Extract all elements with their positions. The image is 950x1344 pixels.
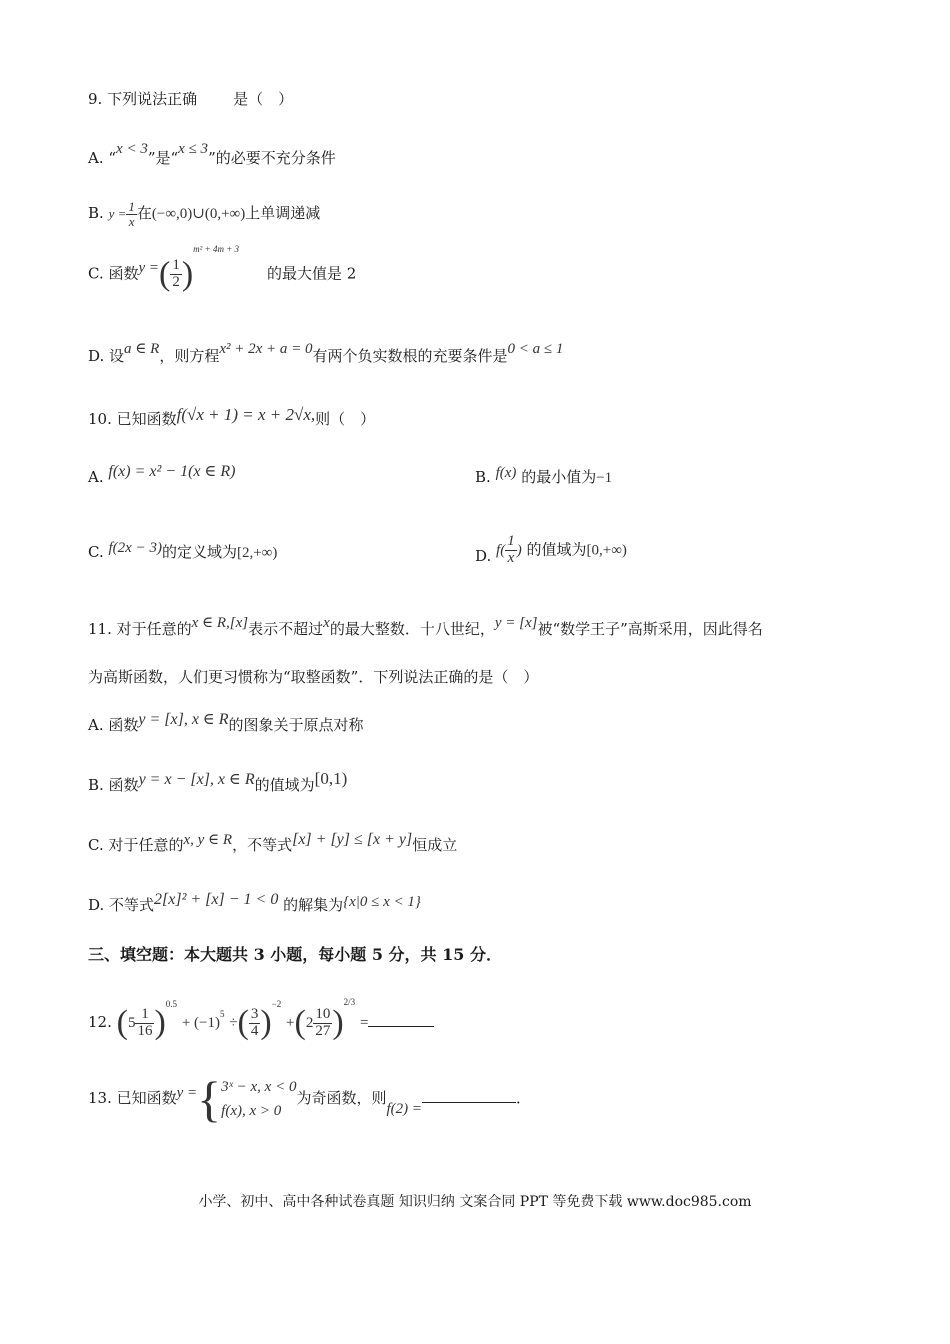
q12-five: 5 — [127, 1015, 136, 1031]
q13-y: y = — [176, 1085, 198, 1101]
q11-b-prefix: B. 函数 — [88, 776, 139, 794]
q9-a-math1: x < 3 — [116, 141, 148, 157]
q12-frac1: $\frac{1}{16}$ — [137, 1005, 153, 1039]
q12-label: 12. — [88, 1013, 112, 1031]
q13-mid: 为奇函数，则 — [296, 1089, 387, 1107]
q11-c-mid: ，不等式 — [232, 836, 293, 854]
q12-exp3: −2 — [271, 999, 282, 1009]
q13-ask: f(2) = — [386, 1101, 422, 1117]
q12-two: 2 — [305, 1015, 314, 1031]
q11-stem-math1: x ∈ R,[x] — [191, 615, 249, 631]
q12-frac3: $\frac{10}{27}$ — [315, 1005, 331, 1039]
q12-equals: = — [359, 1015, 369, 1031]
q11-c-math1: x, y ∈ R — [183, 832, 233, 848]
q12-rparen1: ) — [154, 1004, 166, 1041]
q11-stem-line1 — [88, 615, 763, 641]
q11-a-equation: y = [x], x ∈ R — [138, 711, 229, 728]
q13-cases — [221, 1075, 296, 1123]
q10-c-value: [2,+∞) — [236, 545, 278, 561]
q9-d-prefix: D. 设 — [88, 347, 125, 365]
q11-stem-p2: 表示不超过 — [248, 620, 324, 638]
q12-rparen2: ) — [260, 1004, 272, 1041]
q10-d-f: f( — [496, 542, 506, 559]
q11-b-value: [0,1) — [314, 769, 348, 788]
q12-exp1: 0.5 — [165, 999, 178, 1009]
q10-stem-text: 10. 已知函数 — [88, 410, 177, 428]
q10-option-b — [475, 466, 612, 489]
q10-d-prefix: D. — [475, 547, 492, 566]
q9-a-suffix: ”的必要不充分条件 — [208, 149, 336, 167]
q9-d-math1: a ∈ R — [124, 341, 160, 357]
q10-b-equation: f(x) — [495, 465, 517, 481]
q13-label: 13. 已知函数 — [88, 1089, 177, 1107]
q11-stem-math3: y = [x] — [494, 615, 538, 631]
q9-stem-tail: 是（ ） — [233, 90, 294, 108]
q12-rparen3: ) — [332, 1004, 344, 1041]
q9-b-interval: (−∞,0)∪(0,+∞) — [151, 206, 246, 223]
q11-b-equation: y = x − [x], x ∈ R — [138, 771, 255, 788]
q12-frac2: $\frac{3}{4}$ — [250, 1005, 259, 1039]
q11-option-b — [88, 769, 348, 797]
q11-b-suffix: 的值域为 — [254, 776, 315, 794]
q9-a-mid: ”是“ — [147, 149, 179, 167]
q10-a-prefix: A. — [88, 468, 104, 486]
q13-end: ． — [516, 1089, 532, 1107]
q9-b-suffix: 上单调递减 — [245, 204, 321, 223]
q10-d-suffix: 的值域为 — [526, 540, 587, 559]
q12-lparen3: ( — [294, 1004, 306, 1041]
q9-b-y: y = — [108, 206, 127, 222]
q9-b-prefix: B. — [88, 204, 104, 223]
q13-answer-blank[interactable] — [422, 1102, 516, 1103]
q13-case1: 3ˣ − x, x < 0 — [221, 1079, 297, 1095]
q11-c-suffix: 恒成立 — [412, 836, 458, 854]
q9-a-math2: x ≤ 3 — [178, 141, 209, 157]
q10-b-suffix: 的最小值为 — [521, 468, 597, 486]
q11-d-mid: 的解集为 — [283, 896, 344, 914]
q9-b-fraction: $\frac{1}{x}$ — [128, 199, 135, 229]
q9-c-rparen: ) — [181, 255, 194, 293]
q9-stem — [88, 88, 293, 110]
q9-option-c — [88, 244, 357, 293]
q10-d-fraction: $\frac{1}{x}$ — [507, 533, 515, 566]
q10-c-prefix: C. — [88, 543, 104, 561]
q9-c-exponent: m² + 4m + 3 — [193, 244, 240, 255]
q11-c-equation: [x] + [y] ≤ [x + y] — [292, 831, 413, 848]
q12-exp2: 5 — [220, 1009, 225, 1019]
q11-option-c — [88, 831, 458, 857]
q12 — [88, 997, 434, 1046]
q12-mid1: + (−1) — [181, 1015, 220, 1031]
q10-b-value: −1 — [596, 470, 613, 486]
q11-d-value: {x|0 ≤ x < 1} — [343, 894, 421, 910]
q9-stem-text: 9. 下列说法正确 — [88, 90, 198, 108]
page-footer: 小学、初中、高中各种试卷真题 知识归纳 文案合同 PPT 等免费下载 www.doc985.com — [198, 1194, 752, 1210]
q10-stem-tail: 则（ ） — [315, 410, 376, 428]
q10-d-rparen: ) — [516, 542, 522, 559]
q11-stem-line2: 为高斯函数，人们更习惯称为“取整函数”．下列说法正确的是（ ） — [88, 668, 539, 686]
q9-d-equation: x² + 2x + a = 0 — [219, 341, 313, 357]
q10-b-prefix: B. — [475, 468, 491, 486]
q9-d-condition: 0 < a ≤ 1 — [507, 341, 564, 357]
q12-mid3: + — [286, 1015, 295, 1031]
q11-option-a — [88, 711, 364, 737]
q10-c-equation: f(2x − 3) — [108, 540, 162, 556]
q11-a-suffix: 的图象关于原点对称 — [228, 716, 364, 734]
q10-a-equation: f(x) = x² − 1(x ∈ R) — [108, 463, 236, 480]
q13-brace: { — [197, 1071, 222, 1127]
q12-lparen1: ( — [116, 1004, 128, 1041]
q13 — [88, 1070, 531, 1127]
q12-lparen2: ( — [237, 1004, 249, 1041]
q9-c-lparen: ( — [159, 255, 171, 293]
q11-stem-math2: x — [323, 615, 330, 631]
q9-d-mid: ，则方程 — [159, 347, 220, 365]
q12-answer-blank[interactable] — [368, 1026, 434, 1027]
section-3-heading: 三、填空题：本大题共 3 小题，每小题 5 分，共 15 分． — [88, 945, 502, 964]
q11-d-prefix: D. 不等式 — [88, 896, 155, 914]
q9-option-a — [88, 141, 336, 170]
q10-option-a — [88, 463, 236, 489]
q11-d-equation: 2[x]² + [x] − 1 < 0 — [154, 891, 279, 908]
q10-c-suffix: 的定义域为 — [161, 543, 237, 561]
q10-option-d — [475, 534, 627, 567]
q9-c-prefix: C. 函数 — [88, 264, 139, 283]
q11-c-prefix: C. 对于任意的 — [88, 836, 184, 854]
q10-option-c — [88, 541, 277, 564]
q9-c-half: $\frac{1}{2}$ — [172, 257, 180, 290]
q11-option-d — [88, 891, 421, 917]
q11-stem-p4: 被“数学王子”高斯采用，因此得名 — [537, 620, 763, 638]
q10-d-value: [0,+∞) — [586, 542, 627, 559]
q11-stem-p1: 11. 对于任意的 — [88, 620, 192, 638]
q12-mid2: ÷ — [229, 1015, 238, 1031]
q10-stem — [88, 405, 376, 430]
q13-case2: f(x), x > 0 — [221, 1103, 282, 1119]
q9-option-d — [88, 341, 564, 368]
q9-c-y: y = — [138, 260, 160, 277]
q11-stem-p3: 的最大整数．十八世纪， — [329, 620, 495, 638]
q9-c-suffix: 的最大值是 2 — [267, 264, 357, 283]
q12-exp4: 2/3 — [343, 997, 356, 1007]
q9-option-b — [88, 200, 320, 228]
q9-b-mid: 在 — [136, 204, 152, 223]
q10-stem-equation: f(√x + 1) = x + 2√x, — [176, 405, 316, 424]
q9-d-mid2: 有两个负实数根的充要条件是 — [312, 347, 508, 365]
q11-a-prefix: A. 函数 — [88, 716, 139, 734]
q9-a-prefix: A. “ — [88, 149, 117, 167]
